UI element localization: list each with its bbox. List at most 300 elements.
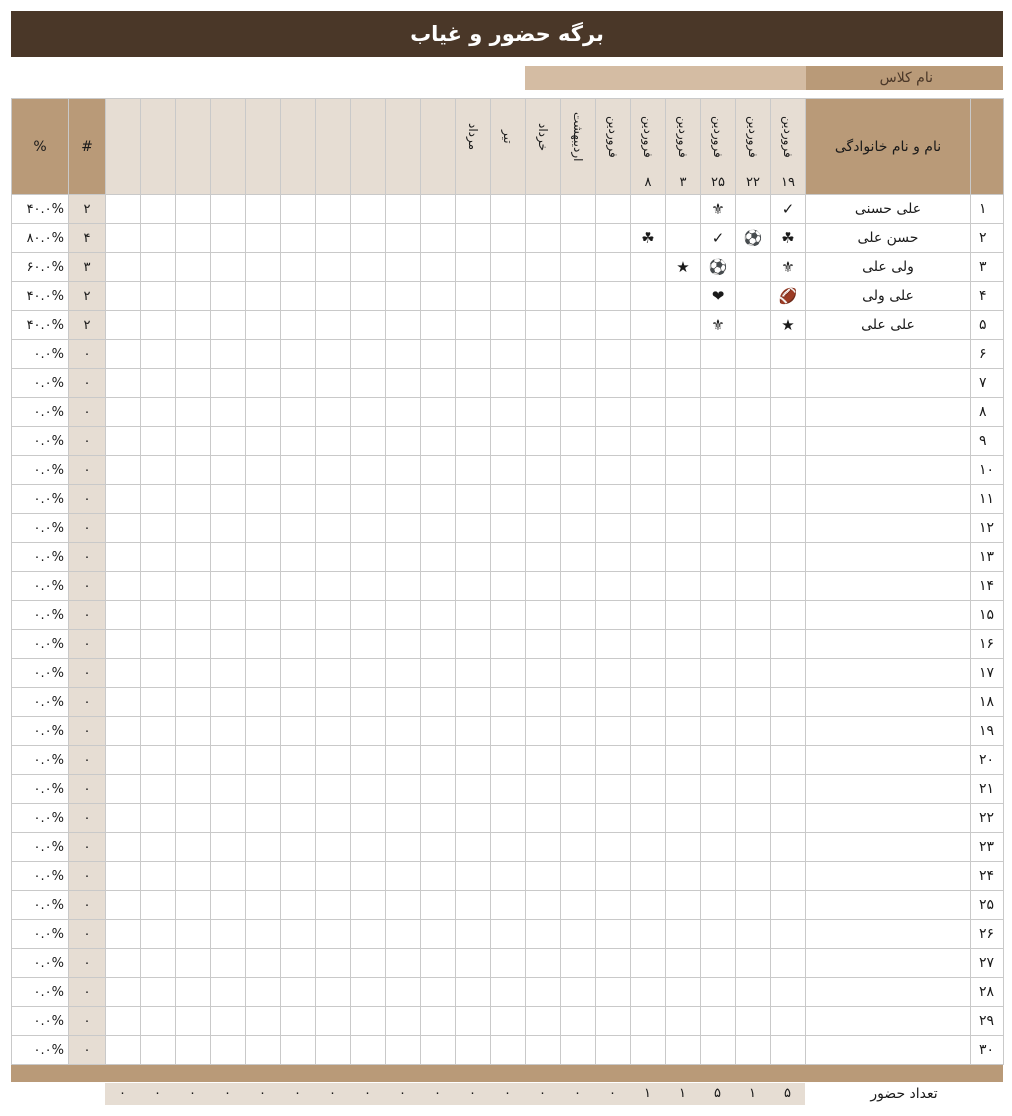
student-name[interactable] [806,804,971,833]
attendance-cell[interactable] [561,775,596,804]
attendance-cell[interactable] [771,746,806,775]
attendance-cell[interactable] [736,224,771,253]
attendance-cell[interactable] [771,311,806,340]
attendance-cell[interactable] [771,195,806,224]
attendance-cell[interactable] [736,427,771,456]
attendance-cell[interactable] [281,282,316,311]
attendance-cell[interactable] [526,601,561,630]
attendance-cell[interactable] [491,630,526,659]
student-name[interactable] [806,398,971,427]
attendance-cell[interactable] [736,398,771,427]
attendance-cell[interactable] [666,1036,701,1065]
attendance-cell[interactable] [316,630,351,659]
attendance-cell[interactable] [771,891,806,920]
attendance-cell[interactable] [456,891,491,920]
attendance-cell[interactable] [316,282,351,311]
attendance-cell[interactable] [176,224,211,253]
attendance-cell[interactable] [386,311,421,340]
attendance-cell[interactable] [771,572,806,601]
student-name[interactable] [806,485,971,514]
attendance-cell[interactable] [141,427,176,456]
attendance-cell[interactable] [666,804,701,833]
attendance-cell[interactable] [736,862,771,891]
attendance-cell[interactable] [666,833,701,862]
attendance-cell[interactable] [351,601,386,630]
attendance-cell[interactable] [386,717,421,746]
attendance-cell[interactable] [106,224,141,253]
attendance-cell[interactable] [771,282,806,311]
attendance-cell[interactable] [106,514,141,543]
attendance-cell[interactable] [771,340,806,369]
attendance-cell[interactable] [106,543,141,572]
attendance-cell[interactable] [771,253,806,282]
student-name[interactable] [806,978,971,1007]
attendance-cell[interactable] [246,833,281,862]
attendance-cell[interactable] [596,340,631,369]
attendance-cell[interactable] [561,398,596,427]
attendance-cell[interactable] [421,949,456,978]
attendance-cell[interactable] [106,398,141,427]
attendance-cell[interactable] [421,369,456,398]
attendance-cell[interactable] [316,398,351,427]
attendance-cell[interactable] [281,601,316,630]
attendance-cell[interactable] [701,253,736,282]
attendance-cell[interactable] [666,398,701,427]
attendance-cell[interactable] [666,340,701,369]
attendance-cell[interactable] [211,514,246,543]
attendance-cell[interactable] [421,920,456,949]
student-name[interactable] [806,1036,971,1065]
attendance-cell[interactable] [281,920,316,949]
attendance-cell[interactable] [386,630,421,659]
attendance-cell[interactable] [491,804,526,833]
student-name[interactable] [806,949,971,978]
attendance-cell[interactable] [421,1036,456,1065]
attendance-cell[interactable] [491,1007,526,1036]
attendance-cell[interactable] [456,1036,491,1065]
attendance-cell[interactable] [141,920,176,949]
attendance-cell[interactable] [141,224,176,253]
attendance-cell[interactable] [316,1036,351,1065]
attendance-cell[interactable] [526,427,561,456]
attendance-cell[interactable] [316,456,351,485]
attendance-cell[interactable] [771,688,806,717]
attendance-cell[interactable] [386,456,421,485]
attendance-cell[interactable] [211,949,246,978]
attendance-cell[interactable] [141,572,176,601]
attendance-cell[interactable] [526,862,561,891]
attendance-cell[interactable] [106,1007,141,1036]
attendance-cell[interactable] [351,978,386,1007]
attendance-cell[interactable] [561,804,596,833]
attendance-cell[interactable] [456,427,491,456]
attendance-cell[interactable] [526,369,561,398]
attendance-cell[interactable] [176,862,211,891]
attendance-cell[interactable] [106,572,141,601]
attendance-cell[interactable] [596,746,631,775]
attendance-cell[interactable] [561,949,596,978]
attendance-cell[interactable] [211,427,246,456]
attendance-cell[interactable] [491,717,526,746]
attendance-cell[interactable] [246,920,281,949]
attendance-cell[interactable] [141,949,176,978]
date-column-header[interactable] [246,99,281,195]
attendance-cell[interactable] [491,282,526,311]
attendance-cell[interactable] [421,456,456,485]
attendance-cell[interactable] [211,833,246,862]
student-name[interactable]: ولی علی [806,253,971,282]
attendance-cell[interactable] [141,717,176,746]
attendance-cell[interactable] [421,311,456,340]
attendance-cell[interactable] [491,253,526,282]
attendance-cell[interactable] [141,978,176,1007]
attendance-cell[interactable] [176,949,211,978]
attendance-cell[interactable] [421,978,456,1007]
attendance-cell[interactable] [246,1036,281,1065]
attendance-cell[interactable] [386,659,421,688]
attendance-cell[interactable] [596,514,631,543]
attendance-cell[interactable] [456,659,491,688]
attendance-cell[interactable] [596,978,631,1007]
attendance-cell[interactable] [701,369,736,398]
attendance-cell[interactable] [421,398,456,427]
attendance-cell[interactable] [211,775,246,804]
attendance-cell[interactable] [631,978,666,1007]
attendance-cell[interactable] [596,659,631,688]
attendance-cell[interactable] [631,514,666,543]
attendance-cell[interactable] [106,601,141,630]
attendance-cell[interactable] [596,543,631,572]
attendance-cell[interactable] [281,659,316,688]
attendance-cell[interactable] [631,717,666,746]
attendance-cell[interactable] [351,891,386,920]
attendance-cell[interactable] [526,311,561,340]
student-name[interactable] [806,833,971,862]
attendance-cell[interactable] [526,572,561,601]
date-column-header[interactable] [736,99,771,195]
date-column-header[interactable] [386,99,421,195]
attendance-cell[interactable] [316,253,351,282]
attendance-cell[interactable] [211,601,246,630]
attendance-cell[interactable] [421,659,456,688]
attendance-cell[interactable] [316,340,351,369]
attendance-cell[interactable] [281,195,316,224]
attendance-cell[interactable] [526,485,561,514]
attendance-cell[interactable] [316,572,351,601]
attendance-cell[interactable] [421,282,456,311]
attendance-cell[interactable] [561,717,596,746]
attendance-cell[interactable] [631,253,666,282]
attendance-cell[interactable] [386,978,421,1007]
attendance-cell[interactable] [491,862,526,891]
attendance-cell[interactable] [106,369,141,398]
attendance-cell[interactable] [526,833,561,862]
attendance-cell[interactable] [631,1007,666,1036]
attendance-cell[interactable] [736,804,771,833]
attendance-cell[interactable] [246,456,281,485]
attendance-cell[interactable] [736,543,771,572]
attendance-cell[interactable] [631,456,666,485]
attendance-cell[interactable] [421,601,456,630]
attendance-cell[interactable] [526,340,561,369]
attendance-cell[interactable] [246,543,281,572]
attendance-cell[interactable] [211,195,246,224]
attendance-cell[interactable] [246,746,281,775]
student-name[interactable] [806,340,971,369]
attendance-cell[interactable] [491,775,526,804]
attendance-cell[interactable] [491,891,526,920]
attendance-cell[interactable] [176,340,211,369]
attendance-cell[interactable] [316,833,351,862]
attendance-cell[interactable] [736,1036,771,1065]
attendance-cell[interactable] [561,920,596,949]
attendance-cell[interactable] [386,891,421,920]
attendance-cell[interactable] [211,978,246,1007]
attendance-cell[interactable] [456,340,491,369]
attendance-cell[interactable] [596,311,631,340]
attendance-cell[interactable] [176,572,211,601]
attendance-cell[interactable] [701,630,736,659]
attendance-cell[interactable] [211,659,246,688]
attendance-cell[interactable] [211,862,246,891]
attendance-cell[interactable] [561,630,596,659]
attendance-cell[interactable] [106,920,141,949]
attendance-cell[interactable] [246,1007,281,1036]
attendance-cell[interactable] [106,833,141,862]
attendance-cell[interactable] [106,978,141,1007]
attendance-cell[interactable] [176,920,211,949]
date-column-header[interactable] [281,99,316,195]
attendance-cell[interactable] [736,949,771,978]
attendance-cell[interactable] [141,862,176,891]
attendance-cell[interactable] [421,224,456,253]
attendance-cell[interactable] [561,514,596,543]
student-name[interactable] [806,1007,971,1036]
attendance-cell[interactable] [561,340,596,369]
student-name[interactable]: علی حسنی [806,195,971,224]
attendance-cell[interactable] [386,920,421,949]
attendance-cell[interactable] [351,659,386,688]
attendance-cell[interactable] [596,456,631,485]
attendance-cell[interactable] [386,340,421,369]
attendance-cell[interactable] [596,572,631,601]
attendance-cell[interactable] [141,659,176,688]
attendance-cell[interactable] [351,688,386,717]
attendance-cell[interactable] [211,311,246,340]
attendance-cell[interactable] [736,195,771,224]
attendance-cell[interactable] [561,282,596,311]
attendance-cell[interactable] [386,427,421,456]
student-name[interactable] [806,775,971,804]
attendance-cell[interactable] [246,427,281,456]
attendance-cell[interactable] [386,514,421,543]
attendance-cell[interactable] [561,572,596,601]
attendance-cell[interactable] [351,1007,386,1036]
attendance-cell[interactable] [736,311,771,340]
attendance-cell[interactable] [701,340,736,369]
attendance-cell[interactable] [736,485,771,514]
attendance-cell[interactable] [736,369,771,398]
attendance-cell[interactable] [771,630,806,659]
attendance-cell[interactable] [351,427,386,456]
attendance-cell[interactable] [456,601,491,630]
attendance-cell[interactable] [351,398,386,427]
attendance-cell[interactable] [666,978,701,1007]
attendance-cell[interactable] [631,485,666,514]
attendance-cell[interactable] [701,572,736,601]
attendance-cell[interactable] [316,369,351,398]
attendance-cell[interactable] [491,543,526,572]
attendance-cell[interactable] [631,282,666,311]
attendance-cell[interactable] [176,195,211,224]
attendance-cell[interactable] [176,398,211,427]
attendance-cell[interactable] [526,456,561,485]
attendance-cell[interactable] [736,572,771,601]
attendance-cell[interactable] [211,572,246,601]
attendance-cell[interactable] [386,949,421,978]
attendance-cell[interactable] [351,282,386,311]
attendance-cell[interactable] [561,862,596,891]
attendance-cell[interactable] [526,630,561,659]
attendance-cell[interactable] [211,456,246,485]
student-name[interactable]: علی علی [806,311,971,340]
attendance-cell[interactable] [316,601,351,630]
attendance-cell[interactable] [596,485,631,514]
attendance-cell[interactable] [771,717,806,746]
attendance-cell[interactable] [771,949,806,978]
attendance-cell[interactable] [176,775,211,804]
attendance-cell[interactable] [736,282,771,311]
attendance-cell[interactable] [246,485,281,514]
attendance-cell[interactable] [596,688,631,717]
attendance-cell[interactable] [771,427,806,456]
date-column-header[interactable] [491,99,526,195]
attendance-cell[interactable] [631,688,666,717]
attendance-cell[interactable] [456,311,491,340]
attendance-cell[interactable] [281,253,316,282]
attendance-cell[interactable] [211,398,246,427]
attendance-cell[interactable] [526,514,561,543]
attendance-cell[interactable] [281,891,316,920]
attendance-cell[interactable] [141,688,176,717]
attendance-cell[interactable] [211,282,246,311]
attendance-cell[interactable] [141,1007,176,1036]
attendance-cell[interactable] [666,862,701,891]
attendance-cell[interactable] [106,630,141,659]
attendance-cell[interactable] [386,833,421,862]
attendance-cell[interactable] [281,543,316,572]
student-name[interactable] [806,920,971,949]
date-column-header[interactable] [526,99,561,195]
attendance-cell[interactable] [701,311,736,340]
attendance-cell[interactable] [701,456,736,485]
attendance-cell[interactable] [281,717,316,746]
attendance-cell[interactable] [596,601,631,630]
attendance-cell[interactable] [771,978,806,1007]
attendance-cell[interactable] [666,253,701,282]
attendance-cell[interactable] [106,891,141,920]
attendance-cell[interactable] [771,369,806,398]
attendance-cell[interactable] [491,949,526,978]
attendance-cell[interactable] [386,398,421,427]
date-column-header[interactable] [771,99,806,195]
attendance-cell[interactable] [736,253,771,282]
attendance-cell[interactable] [491,485,526,514]
date-column-header[interactable] [141,99,176,195]
attendance-cell[interactable] [456,688,491,717]
attendance-cell[interactable] [456,746,491,775]
attendance-cell[interactable] [316,717,351,746]
attendance-cell[interactable] [561,543,596,572]
attendance-cell[interactable] [666,224,701,253]
attendance-cell[interactable] [246,949,281,978]
attendance-cell[interactable] [106,659,141,688]
attendance-cell[interactable] [246,688,281,717]
attendance-cell[interactable] [316,746,351,775]
attendance-cell[interactable] [281,427,316,456]
date-column-header[interactable] [701,99,736,195]
attendance-cell[interactable] [701,717,736,746]
attendance-cell[interactable] [456,398,491,427]
attendance-cell[interactable] [211,224,246,253]
attendance-cell[interactable] [316,920,351,949]
attendance-cell[interactable] [561,485,596,514]
attendance-cell[interactable] [771,514,806,543]
attendance-cell[interactable] [631,920,666,949]
attendance-cell[interactable] [316,862,351,891]
attendance-cell[interactable] [561,1007,596,1036]
student-name[interactable] [806,543,971,572]
attendance-cell[interactable] [106,1036,141,1065]
attendance-cell[interactable] [351,195,386,224]
attendance-cell[interactable] [596,862,631,891]
attendance-cell[interactable] [316,659,351,688]
attendance-cell[interactable] [491,1036,526,1065]
attendance-cell[interactable] [176,514,211,543]
attendance-cell[interactable] [281,572,316,601]
student-name[interactable] [806,688,971,717]
attendance-cell[interactable] [736,775,771,804]
attendance-cell[interactable] [351,1036,386,1065]
attendance-cell[interactable] [246,195,281,224]
student-name[interactable] [806,717,971,746]
attendance-cell[interactable] [421,485,456,514]
attendance-cell[interactable] [631,369,666,398]
attendance-cell[interactable] [701,398,736,427]
attendance-cell[interactable] [211,688,246,717]
attendance-cell[interactable] [176,688,211,717]
attendance-cell[interactable] [456,369,491,398]
attendance-cell[interactable] [386,485,421,514]
attendance-cell[interactable] [141,311,176,340]
attendance-cell[interactable] [596,920,631,949]
attendance-cell[interactable] [386,601,421,630]
attendance-cell[interactable] [421,543,456,572]
attendance-cell[interactable] [631,833,666,862]
attendance-cell[interactable] [666,456,701,485]
attendance-cell[interactable] [631,949,666,978]
attendance-cell[interactable] [701,659,736,688]
attendance-cell[interactable] [631,775,666,804]
attendance-cell[interactable] [701,804,736,833]
attendance-cell[interactable] [316,891,351,920]
attendance-cell[interactable] [526,282,561,311]
attendance-cell[interactable] [281,340,316,369]
attendance-cell[interactable] [526,253,561,282]
attendance-cell[interactable] [106,253,141,282]
attendance-cell[interactable] [771,398,806,427]
attendance-cell[interactable] [176,717,211,746]
